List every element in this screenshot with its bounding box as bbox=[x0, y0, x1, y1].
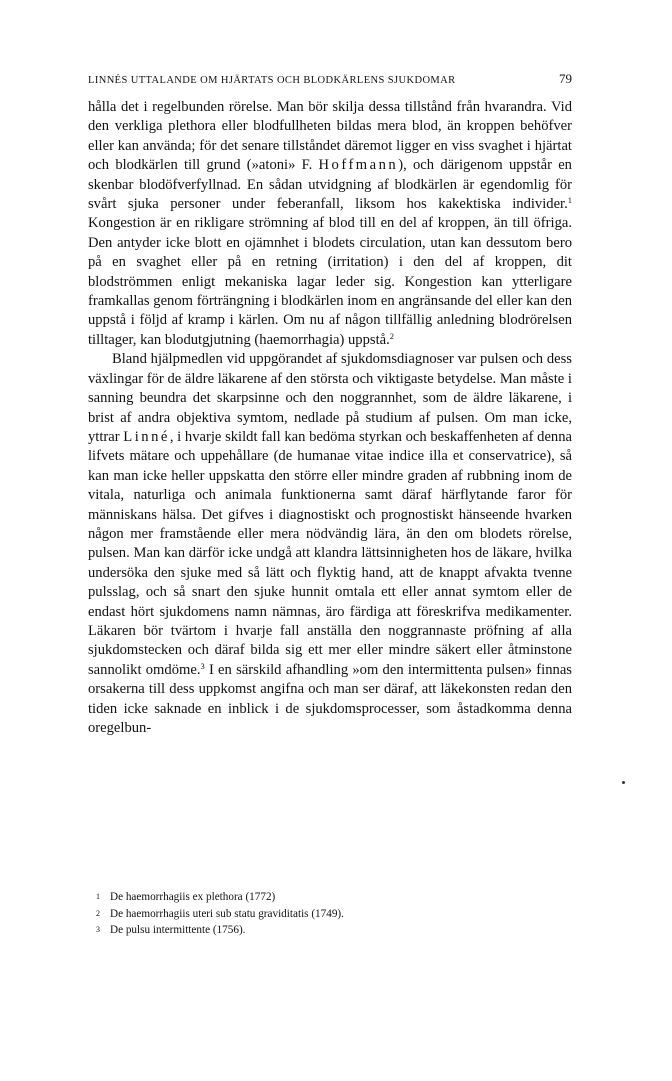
paragraph-2-text-c: I en särskild afhandling »om den intermittenta pulsen» finnas orsakerna till dess uppkomst angifna och man ser däraf, att läkekonsten redan den tiden icke saknade en inblick i de sjukdomsprocesser, som åstadkomma denna oregelbun- bbox=[88, 661, 572, 736]
author-name-linne: Linné bbox=[123, 428, 170, 445]
paragraph-2-text-a: Bland hjälpmedlen vid uppgörandet af sjukdomsdiagnoser var pulsen och dess växlingar för de äldre läkarene af den största och viktigaste betydelse. Man måste i sanning beundra det skarpsinne och den noggrannhet, som de äldre läkarene, i brist af andra objektiva symtom, nedlade på studium af pulsen. Om man icke, yttrar bbox=[88, 351, 572, 445]
author-name-hoffmann: Hoffmann bbox=[318, 157, 399, 174]
footnotes bbox=[88, 889, 572, 939]
footnote-mark: 3 bbox=[96, 925, 100, 934]
footnote-text: De haemorrhagiis uteri sub statu graviditatis (1749). bbox=[110, 907, 344, 920]
paragraph-1-text-b: ), och därigenom uppstår en skenbar blodöfverfyllnad. En sådan utvidgning af blodkärlen är egendomlig för svårt sjuka personer under feberanfall, liksom hos kakektiska individer. bbox=[88, 157, 572, 213]
footnote bbox=[88, 889, 572, 906]
footnote-mark: 2 bbox=[96, 908, 100, 918]
page-number: 79 bbox=[559, 71, 572, 86]
footnote-ref-2: 2 bbox=[389, 330, 395, 341]
paragraph-1 bbox=[88, 98, 572, 350]
footnote-ref-3: 3 bbox=[200, 660, 205, 671]
page-header bbox=[88, 71, 572, 87]
paragraph-1-text-c: Kongestion är en rikligare strömning af blod till en del af kroppen, än till öfriga. Den antyder icke blott en ojämnhet i blodets circulation, utan kan dessutom bero på en svaghet eller på en retning (irritation) i den del af kroppen, dit blodströmmen enligt mekaniska lagar leder sig. Kongestion kan ytterligare framkallas genom förträngning i blodkärlen inom en angränsande del eller kan den uppstå i följd af kramp i kärlen. Om nu af någon tillfällig anledning blodrörelsen tilltager, kan blodutgjutning (haemorrhagia) uppstå. bbox=[88, 215, 572, 348]
paragraph-2 bbox=[88, 350, 572, 738]
footnote-mark: 1 bbox=[96, 892, 100, 901]
footnote-ref-1: 1 bbox=[567, 195, 572, 206]
paragraph-1-text-a: hålla det i regelbunden rörelse. Man bör skilja dessa tillstånd från hvarandra. Vid den verkliga plethora eller blodfullheten bildas mera blod, än kroppen behöfver eller kan använda; för det senare tillståndet däremot ligger en viss svaghet i hjärtat och blodkärlen till grund (»atoni» F. bbox=[88, 99, 572, 174]
running-head: LINNÉS UTTALANDE OM HJÄRTATS OCH BLODKÄRLENS SJUKDOMAR bbox=[88, 75, 456, 86]
footnote-text: De pulsu intermittente (1756). bbox=[110, 924, 246, 936]
paragraph-2-text-b: , i hvarje skildt fall kan bedöma styrkan och beskaffenheten af denna lifvets mätare och uppehållare (de humanae vitae indice illa et conservatrice), så kan man icke heller uppskatta den större eller mindre graden af rubbning inom de vitala, naturliga och animala funktionerna samt däraf härflytande faror för människans hälsa. Det gifves i diagnostiskt och prognostiskt hänseende hvarken någon mer framstående eller mera nödvändig lära, än den om blodets rörelse, pulsen. Man kan därför icke undgå att klandra lättsinnigheten hos de läkare, hvilka undersöka den sjuke med så lätt och flyktig hand, att de knappt afvakta tvenne pulsslag, och så snart den sjuke hunnit omtala ett eller annat symtom eller de endast hört sjukdomens namn nämnas, äro färdiga att föreskrifva medikamenter. Läkaren bör tvärtom i hvarje fall anställa den noggrannaste pröfning af alla sjukdomstecken och däraf bilda sig ett mer eller mindre säkert eller åtminstone sannolikt omdöme. bbox=[88, 428, 572, 678]
body-text bbox=[88, 98, 572, 738]
margin-mark bbox=[622, 781, 625, 784]
footnote-text: De haemorrhagiis ex plethora (1772) bbox=[110, 891, 276, 903]
footnote bbox=[88, 922, 572, 939]
footnote bbox=[88, 906, 572, 923]
